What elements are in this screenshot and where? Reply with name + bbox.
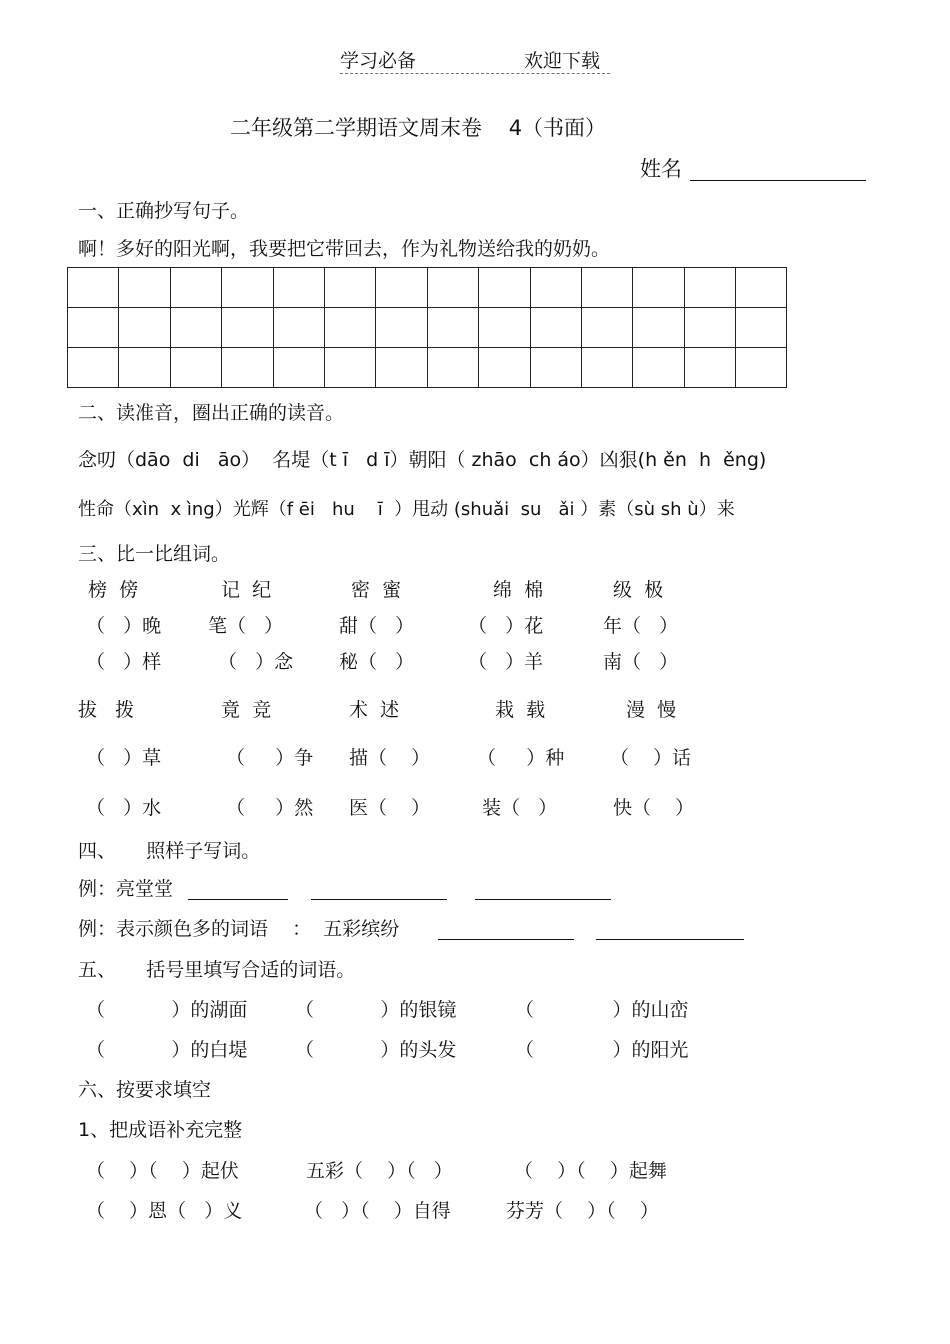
answer-line[interactable] — [596, 939, 744, 940]
blank-word[interactable]: 笔（ ） — [208, 615, 284, 637]
grid-row — [68, 308, 787, 348]
pinyin-line-2: 性命（xìn x ìng）光辉（f ēi hu ī ）甩动 (shuǎi su ǎi ）素（sù sh ù）来 — [78, 499, 735, 520]
blank-word[interactable]: 医（ ） — [349, 797, 431, 819]
idiom-blank[interactable]: （ ）（ ）自得 — [304, 1200, 451, 1222]
idiom-blank[interactable]: （ ）恩（ ）义 — [86, 1200, 243, 1222]
fill-phrase[interactable]: （ ）的银镜 — [295, 999, 457, 1021]
blank-word[interactable]: 甜（ ） — [339, 615, 415, 637]
grid-row — [68, 348, 787, 388]
answer-line[interactable] — [311, 899, 447, 900]
blank-word[interactable]: 南（ ） — [603, 651, 679, 673]
fill-phrase[interactable]: （ ）的头发 — [295, 1039, 457, 1061]
section6-heading: 六、按要求填空 — [78, 1079, 212, 1101]
fill-phrase[interactable]: （ ）的白堤 — [86, 1039, 248, 1061]
char-pair: 记 纪 — [221, 579, 272, 601]
char-pair: 术 述 — [349, 699, 400, 721]
blank-word[interactable]: 快（ ） — [613, 797, 695, 819]
name-blank[interactable] — [690, 180, 866, 181]
grid-row — [68, 268, 787, 308]
blank-word[interactable]: （ ）草 — [86, 747, 162, 769]
answer-line[interactable] — [475, 899, 611, 900]
header-right: 欢迎下载 — [524, 50, 601, 72]
answer-line[interactable] — [188, 899, 288, 900]
example-1: 例：亮堂堂 — [78, 878, 174, 900]
blank-word[interactable]: （ ）羊 — [468, 651, 544, 673]
blank-word[interactable]: （ ）种 — [477, 747, 565, 769]
header-divider — [340, 73, 610, 74]
section2-heading: 二、读准音，圈出正确的读音。 — [78, 402, 345, 424]
char-pair: 拔 拨 — [78, 699, 135, 721]
name-label: 姓名 — [640, 157, 682, 181]
blank-word[interactable]: 装（ ） — [482, 797, 558, 819]
idiom-blank[interactable]: 五彩（ ）（ ） — [306, 1160, 453, 1182]
blank-word[interactable]: （ ）样 — [86, 651, 162, 673]
blank-word[interactable]: （ ）争 — [226, 747, 314, 769]
blank-word[interactable]: （ ）花 — [468, 615, 544, 637]
page-title: 二年级第二学期语文周末卷 4（书面） — [230, 116, 607, 140]
blank-word[interactable]: （ ）晚 — [86, 615, 162, 637]
fill-phrase[interactable]: （ ）的湖面 — [86, 999, 248, 1021]
blank-word[interactable]: （ ）念 — [218, 651, 294, 673]
writing-grid[interactable] — [67, 267, 787, 388]
char-pair: 漫 慢 — [626, 699, 677, 721]
pinyin-line-1: 念叨（dāo di āo） 名堤（t ī d ī）朝阳（ zhāo ch áo）凶狠(h ěn h ěng) — [78, 449, 767, 471]
char-pair: 绵 棉 — [493, 579, 544, 601]
section5-heading: 五、 括号里填写合适的词语。 — [78, 959, 356, 981]
idiom-blank[interactable]: 芬芳（ ）（ ） — [506, 1200, 659, 1222]
blank-word[interactable]: 秘（ ） — [339, 651, 415, 673]
answer-line[interactable] — [438, 939, 574, 940]
char-pair: 榜 傍 — [88, 579, 139, 601]
fill-phrase[interactable]: （ ）的山峦 — [515, 999, 689, 1021]
header-left: 学习必备 — [340, 50, 417, 72]
blank-word[interactable]: （ ）水 — [86, 797, 162, 819]
blank-word[interactable]: （ ）然 — [226, 797, 314, 819]
char-pair: 栽 载 — [495, 699, 546, 721]
blank-word[interactable]: （ ）话 — [610, 747, 692, 769]
char-pair: 级 极 — [613, 579, 664, 601]
idiom-blank[interactable]: （ ）（ ）起伏 — [86, 1160, 239, 1182]
idiom-blank[interactable]: （ ）（ ）起舞 — [514, 1160, 667, 1182]
section3-heading: 三、比一比组词。 — [78, 543, 231, 565]
section1-sentence: 啊！多好的阳光啊，我要把它带回去，作为礼物送给我的奶奶。 — [78, 238, 611, 260]
blank-word[interactable]: 年（ ） — [603, 615, 679, 637]
blank-word[interactable]: 描（ ） — [349, 747, 431, 769]
char-pair: 密 蜜 — [351, 579, 402, 601]
char-pair: 竟 竞 — [221, 699, 272, 721]
example-2: 例：表示颜色多的词语 ： 五彩缤纷 — [78, 918, 400, 940]
fill-phrase[interactable]: （ ）的阳光 — [515, 1039, 689, 1061]
section1-heading: 一、正确抄写句子。 — [78, 200, 250, 222]
section4-heading: 四、 照样子写词。 — [78, 840, 261, 862]
subsection-1: 1、把成语补充完整 — [78, 1119, 243, 1141]
